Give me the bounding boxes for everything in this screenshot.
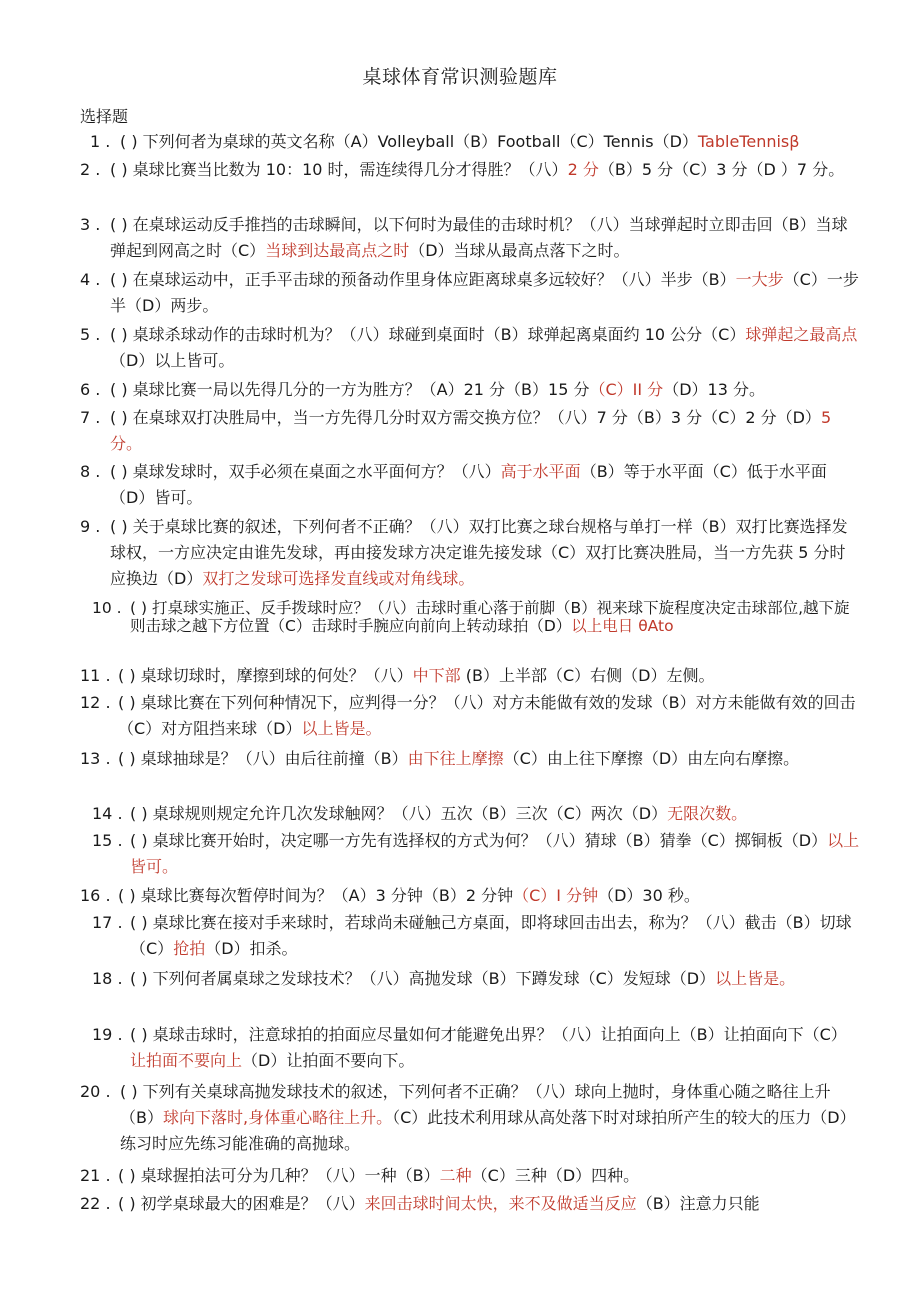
answer-highlight: （C）II 分 [589, 380, 664, 399]
answer-highlight: TableTennisβ [697, 132, 800, 151]
question-number: 11 . [80, 666, 111, 685]
question-segment: （D）让拍面不要向下。 [242, 1051, 415, 1070]
question-number: 13 . [80, 749, 111, 768]
question-text [130, 599, 860, 635]
question-segment: （D）扣杀。 [205, 939, 298, 958]
answer-highlight: 抢拍 [173, 939, 206, 958]
question-segment: （C）由上往下摩擦（D）由左向右摩擦。 [503, 749, 800, 768]
answer-highlight: 二种 [439, 1166, 472, 1185]
question-number: 16 . [80, 886, 111, 905]
question-segment: ( ) 初学桌球最大的困难是？（八） [118, 1194, 365, 1213]
question-number: 7 . [80, 408, 101, 427]
question-text [110, 377, 860, 403]
answer-highlight: 高于水平面 [500, 462, 581, 481]
question-segment: （D）13 分。 [663, 380, 765, 399]
question-segment: （D）以上皆可。 [110, 351, 235, 370]
question-segment: ( ) 桌球比赛当比数为 10：10 时，需连续得几分才得胜？（八） [110, 160, 568, 179]
question-segment: ( ) 桌球抽球是？（八）由后往前撞（B） [118, 749, 408, 768]
question-segment: ( ) 桌球比赛在下列何种情况下，应判得一分？（八）对方未能做有效的发球（B）对方未能做有效的回击（C）对方阻挡来球（D） [118, 693, 856, 738]
answer-highlight: 以上皆可。 [130, 831, 860, 876]
question-number: 22 . [80, 1194, 111, 1213]
question-segment: （B）等于水平面（C）低于水平面（D）皆可。 [110, 462, 827, 507]
question-segment: （B）注意力只能 [636, 1194, 760, 1213]
answer-highlight: 球向下落时,身体重心略往上升。 [162, 1108, 393, 1127]
question-segment: ( ) 桌球发球时，双手必须在桌面之水平面何方？（八） [110, 462, 501, 481]
question-text [110, 157, 860, 183]
question-number: 2 . [80, 160, 101, 179]
question-number: 9 . [80, 517, 101, 536]
answer-highlight: 来回击球时间太快，来不及做适当反应 [364, 1194, 637, 1213]
answer-highlight: 5 分。 [110, 408, 832, 453]
question-text [110, 514, 860, 592]
question-number: 5 . [80, 325, 101, 344]
question-number: 18 . [92, 969, 123, 988]
question-number: 17 . [92, 913, 123, 932]
question-text [130, 828, 860, 880]
question-segment: ( ) 桌球比赛一局以先得几分的一方为胜方？（A）21 分（B）15 分 [110, 380, 590, 399]
question-number: 20 . [80, 1082, 111, 1101]
answer-highlight: （C）I 分钟 [513, 886, 599, 905]
answer-highlight: 一大步 [735, 270, 784, 289]
page-title: 桌球体育常识测验题库 [362, 66, 558, 88]
question-text [118, 663, 858, 689]
section-heading: 选择题 [80, 107, 129, 126]
question-text [130, 801, 860, 827]
question-segment: ( ) 桌球杀球动作的击球时机为？（八）球碰到桌面时（B）球弹起离桌面约 10 公分（C） [110, 325, 746, 344]
question-text [110, 405, 858, 457]
question-text [110, 459, 858, 511]
answer-highlight: 当球到达最高点之时 [265, 241, 410, 260]
question-number: 3 . [80, 215, 101, 234]
question-text [110, 267, 862, 319]
question-text [118, 746, 860, 772]
question-number: 12 . [80, 693, 111, 712]
question-number: 8 . [80, 462, 101, 481]
question-number: 15 . [92, 831, 123, 850]
question-text [118, 690, 860, 742]
question-segment: ( ) 桌球比赛每次暂停时间为？（A）3 分钟（B）2 分钟 [118, 886, 514, 905]
answer-highlight: 以上皆是。 [715, 969, 796, 988]
question-segment: ( ) 在桌球双打决胜局中，当一方先得几分时双方需交换方位？（八）7 分（B）3 分（C）2 分（D） [110, 408, 821, 427]
question-segment: ( ) 下列有关桌球高抛发球技术的叙述，下列何者不正确？（八）球向上抛时，身体重心随之略往上升（B） [120, 1082, 831, 1127]
question-segment: （C）一步半（D）两步。 [110, 270, 859, 315]
question-text [130, 1022, 860, 1074]
question-segment: ( ) 在桌球运动中，正手平击球的预备动作里身体应距离球桌多远较好？（八）半步（B） [110, 270, 736, 289]
question-segment: ( ) 关于桌球比赛的叙述，下列何者不正确？（八）双打比赛之球台规格与单打一样（B）双打比赛选择发球权，一方应决定由谁先发球，再由接发球方决定谁先接发球（C）双打比赛决胜局，当一方先获 5 分时应换边（D） [110, 517, 848, 588]
question-segment: ( ) 打桌球实施正、反手拨球时应？（八）击球时重心落于前脚（B）视来球下旋程度决定击球部位,越下旋则击球之越下方位置（C）击球时手腕应向前向上转动球拍（D） [130, 599, 850, 635]
answer-highlight: 球弹起之最高点 [745, 325, 858, 344]
answer-highlight: 以上皆是。 [301, 719, 382, 738]
question-number: 14 . [92, 804, 123, 823]
answer-highlight: 由下往上摩擦 [407, 749, 504, 768]
question-number: 4 . [80, 270, 101, 289]
answer-highlight: 让拍面不要向上 [130, 1051, 243, 1070]
question-text [110, 212, 862, 264]
question-segment: ( ) 桌球比赛在接对手来球时，若球尚未碰触己方桌面，即将球回击出去，称为？（八）截击（B）切球（C） [130, 913, 852, 958]
question-segment: （D）30 秒。 [598, 886, 700, 905]
question-number: 21 . [80, 1166, 111, 1185]
question-number: 6 . [80, 380, 101, 399]
question-segment: （C）此技术利用球从高处落下时对球拍所产生的较大的压力（D）练习时应先练习能准确的高抛球。 [120, 1108, 848, 1153]
answer-highlight: 无限次数。 [667, 804, 748, 823]
question-segment: ( ) 桌球握拍法可分为几种？（八）一种（B） [118, 1166, 440, 1185]
answer-highlight: 双打之发球可选择发直线或对角线球。 [202, 569, 475, 588]
question-segment: （B）5 分（C）3 分（D ）7 分。 [598, 160, 845, 179]
question-text [118, 1163, 858, 1189]
question-text [130, 910, 860, 962]
answer-highlight: 以上电日 θAto [571, 617, 674, 635]
question-segment: (B）上半部（C）右侧（D）左侧。 [460, 666, 715, 685]
answer-highlight: 中下部 [412, 666, 461, 685]
question-text [120, 129, 860, 155]
question-segment: ( ) 桌球击球时，注意球拍的拍面应尽量如何才能避免出界？（八）让拍面向上（B）让拍面向下（C） [130, 1025, 847, 1044]
answer-highlight: 2 分 [567, 160, 599, 179]
question-number: 19 . [92, 1025, 123, 1044]
question-text [130, 966, 860, 992]
question-segment: ( ) 在桌球运动反手推挡的击球瞬间，以下何时为最佳的击球时机？（八）当球弹起时立即击回（B）当球弹起到网高之时（C） [110, 215, 848, 260]
question-segment: （C）三种（D）四种。 [471, 1166, 640, 1185]
question-number: 10 . [92, 599, 122, 617]
question-segment: ( ) 桌球比赛开始时，决定哪一方先有选择权的方式为何？（八）猜球（B）猜拳（C）掷铜板（D） [130, 831, 828, 850]
question-text [118, 883, 858, 909]
question-segment: （D）当球从最高点落下之时。 [409, 241, 630, 260]
question-segment: ( ) 桌球切球时，摩擦到球的何处？（八） [118, 666, 413, 685]
question-text [110, 322, 862, 374]
question-segment: ( ) 下列何者为桌球的英文名称（A）Volleyball（B）Football（C）Tennis（D） [120, 132, 698, 151]
question-number: 1 . [90, 132, 111, 151]
question-text [120, 1079, 850, 1157]
question-text [118, 1191, 860, 1217]
question-segment: ( ) 下列何者属桌球之发球技术？（八）高抛发球（B）下蹲发球（C）发短球（D） [130, 969, 716, 988]
question-segment: ( ) 桌球规则规定允许几次发球触网？（八）五次（B）三次（C）两次（D） [130, 804, 668, 823]
